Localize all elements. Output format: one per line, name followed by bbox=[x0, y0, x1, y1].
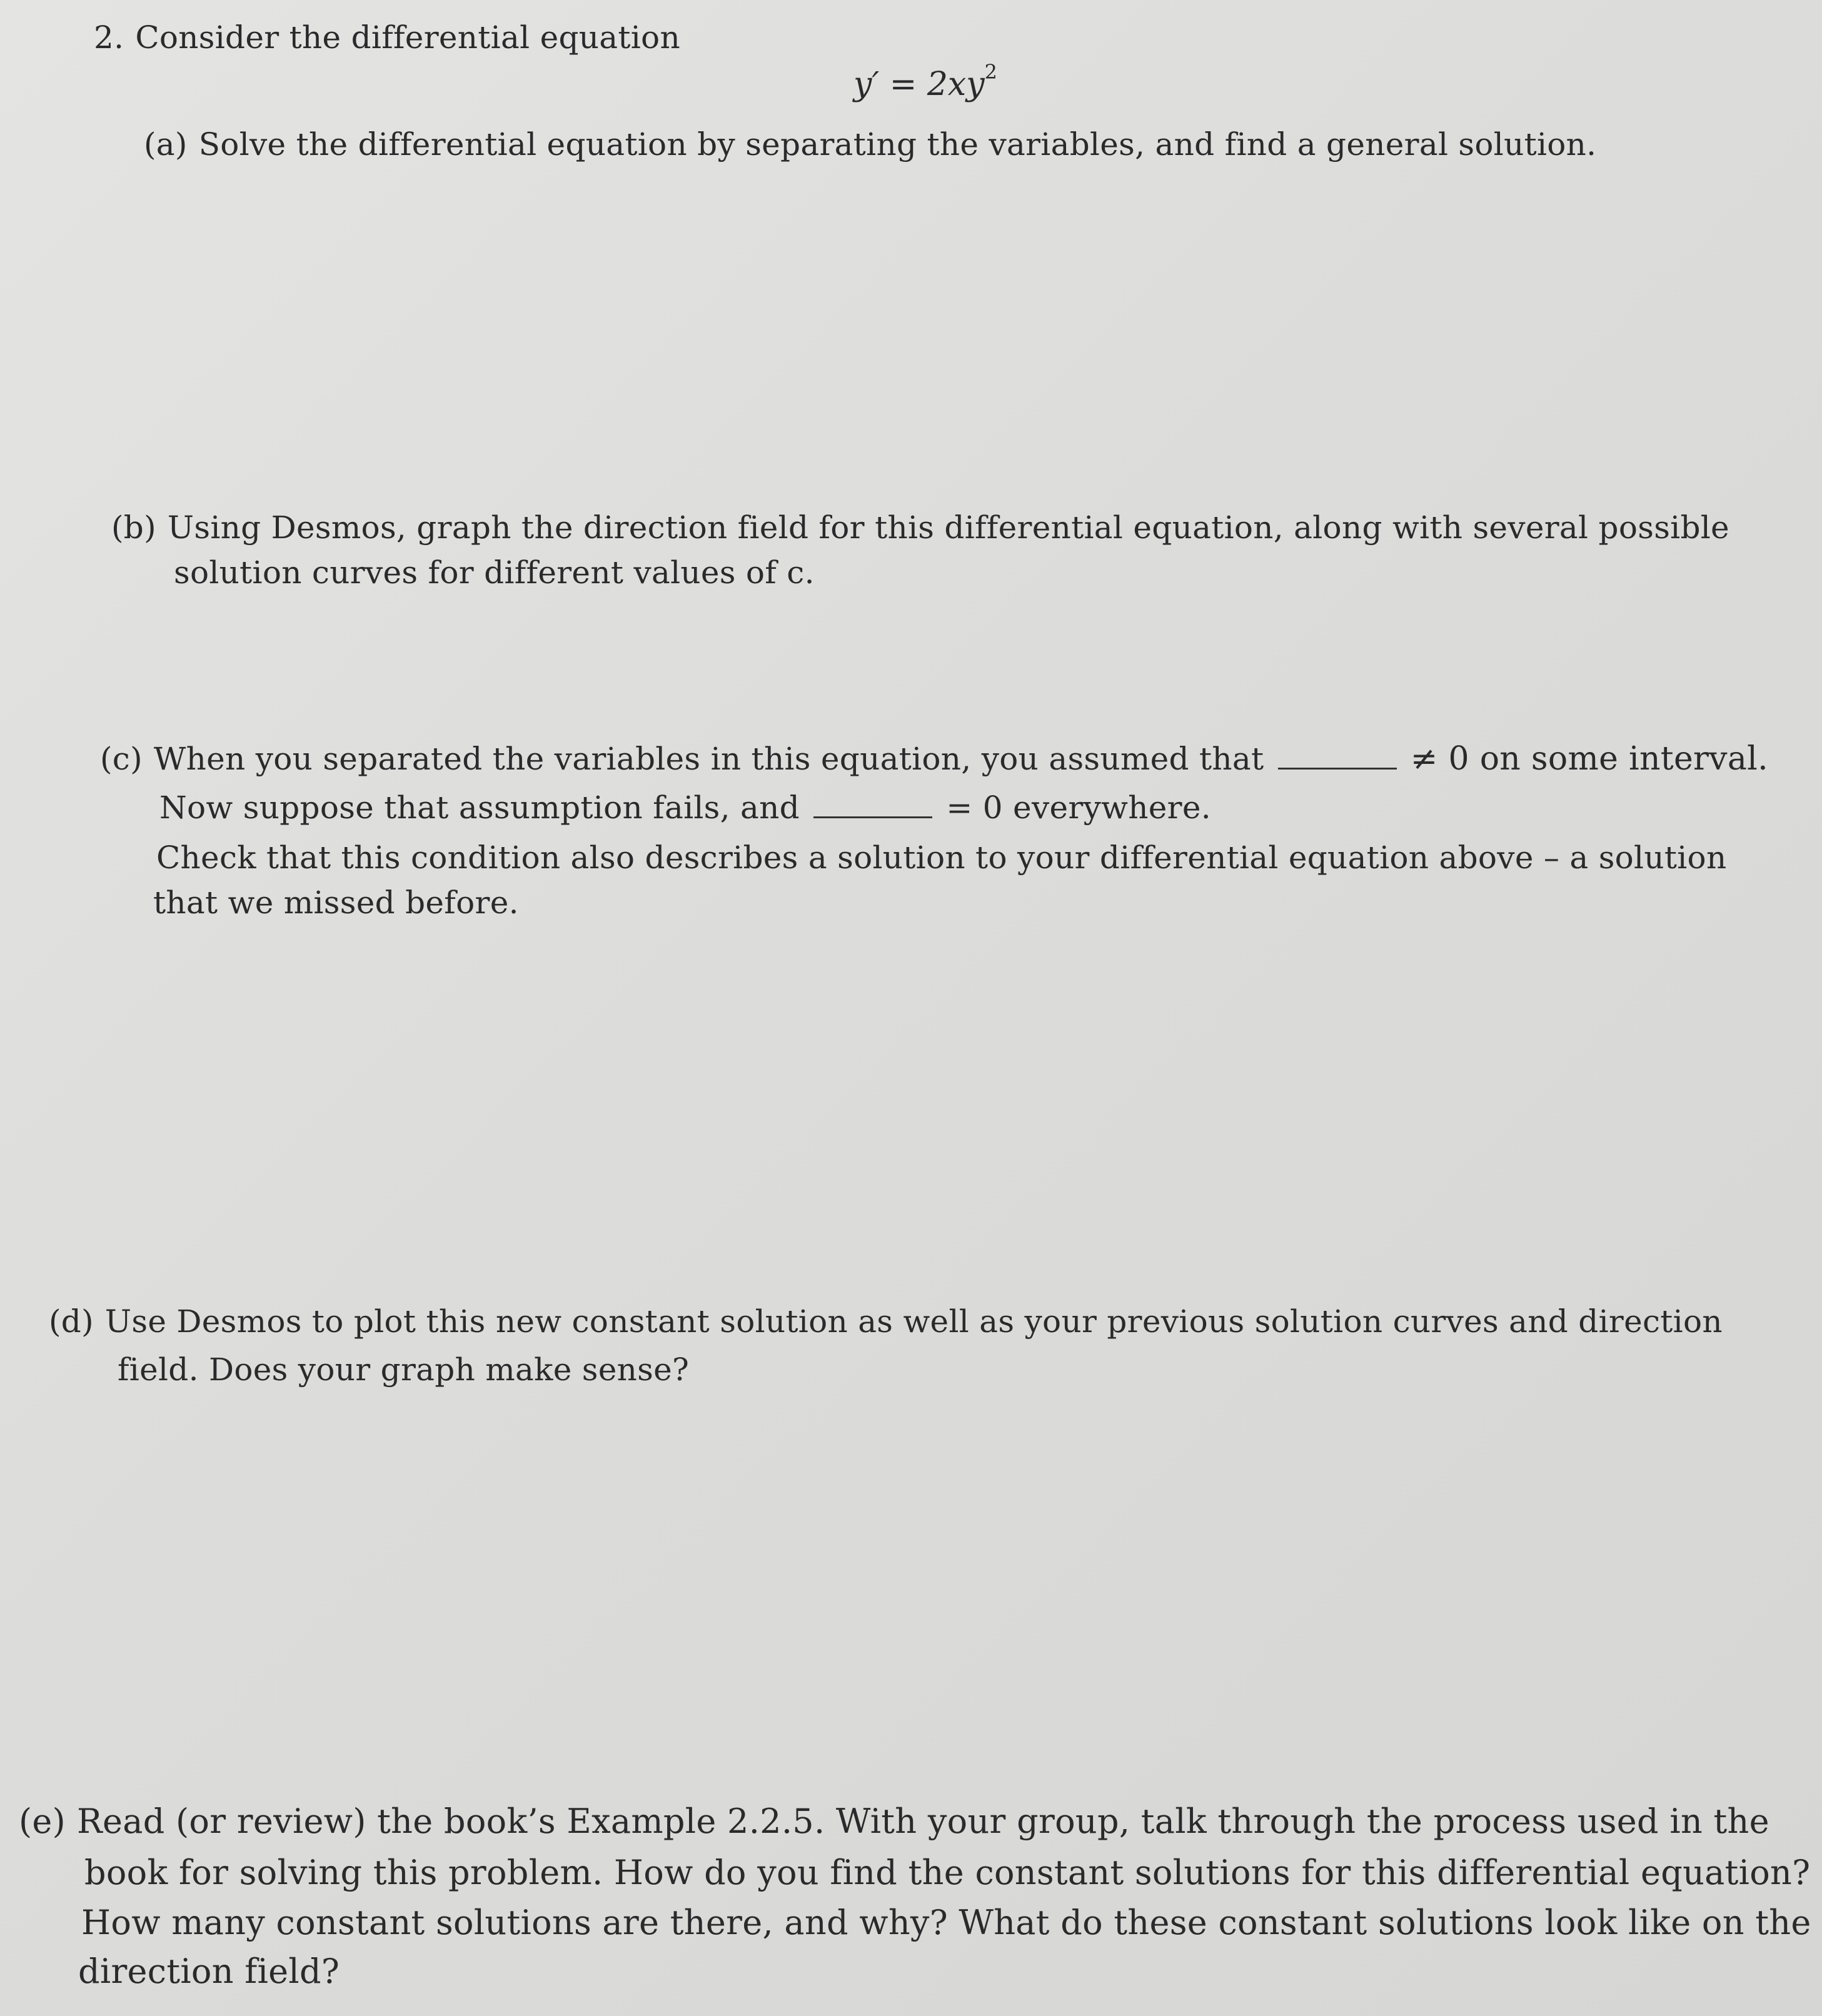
part-e-line3 bbox=[81, 1900, 1811, 1945]
part-e-label: (e) bbox=[19, 1802, 66, 1841]
equation-exponent: 2 bbox=[984, 60, 997, 84]
part-c-line2 bbox=[159, 785, 1211, 830]
part-e-line1: Read (or review) the book’s Example 2.2.5. With your group, talk through the process used in the bbox=[77, 1802, 1769, 1841]
part-e-line4 bbox=[78, 1949, 340, 1994]
part-e-line2-text: book for solving this problem. How do you find the constant solutions for this differential equation? bbox=[84, 1853, 1811, 1892]
part-c-label: (c) bbox=[100, 741, 143, 777]
part-c-line1-before: When you separated the variables in this equation, you assumed that bbox=[153, 741, 1264, 777]
problem-intro: Consider the differential equation bbox=[135, 19, 680, 56]
part-d-line2: field. Does your graph make sense? bbox=[118, 1352, 690, 1388]
part-c-line4 bbox=[153, 880, 519, 925]
part-d-label: (d) bbox=[49, 1303, 94, 1340]
part-c-line2-after: = 0 everywhere. bbox=[946, 790, 1211, 826]
part-c-line3 bbox=[156, 835, 1726, 880]
problem-number: 2. bbox=[94, 19, 124, 56]
part-b-label: (b) bbox=[111, 509, 156, 546]
part-c-line2-before: Now suppose that assumption fails, and bbox=[159, 790, 800, 826]
part-c bbox=[100, 736, 1768, 781]
problem-header bbox=[94, 15, 680, 60]
part-c-line4-text: that we missed before. bbox=[153, 885, 519, 921]
part-e-line2 bbox=[84, 1850, 1810, 1895]
part-a-label: (a) bbox=[144, 126, 188, 163]
part-d bbox=[49, 1299, 1723, 1344]
equation-lhs: y′ = 2xy bbox=[853, 66, 985, 103]
part-a bbox=[144, 122, 1596, 167]
part-b-continuation bbox=[174, 550, 815, 595]
part-e bbox=[19, 1799, 1769, 1844]
part-e-line4-text: direction field? bbox=[78, 1952, 340, 1991]
part-a-text: Solve the differential equation by separating the variables, and find a general solution. bbox=[198, 126, 1597, 163]
part-b bbox=[111, 505, 1729, 550]
part-b-line1: Using Desmos, graph the direction field for this differential equation, along with several possible bbox=[167, 509, 1729, 546]
part-c-blank-1[interactable] bbox=[1278, 740, 1397, 770]
part-e-line3-text: How many constant solutions are there, and why? What do these constant solutions look like on the bbox=[81, 1903, 1811, 1942]
part-d-continuation bbox=[118, 1347, 689, 1392]
part-c-blank-2[interactable] bbox=[813, 789, 932, 818]
part-d-line1: Use Desmos to plot this new constant solution as well as your previous solution curves and direction bbox=[104, 1303, 1723, 1340]
part-b-line2: solution curves for different values of c. bbox=[174, 554, 815, 591]
part-c-line3-text: Check that this condition also describes a solution to your differential equation above – a solution bbox=[156, 840, 1727, 876]
differential-equation bbox=[853, 60, 997, 103]
part-c-line1-after: ≠ 0 on some interval. bbox=[1410, 740, 1768, 778]
